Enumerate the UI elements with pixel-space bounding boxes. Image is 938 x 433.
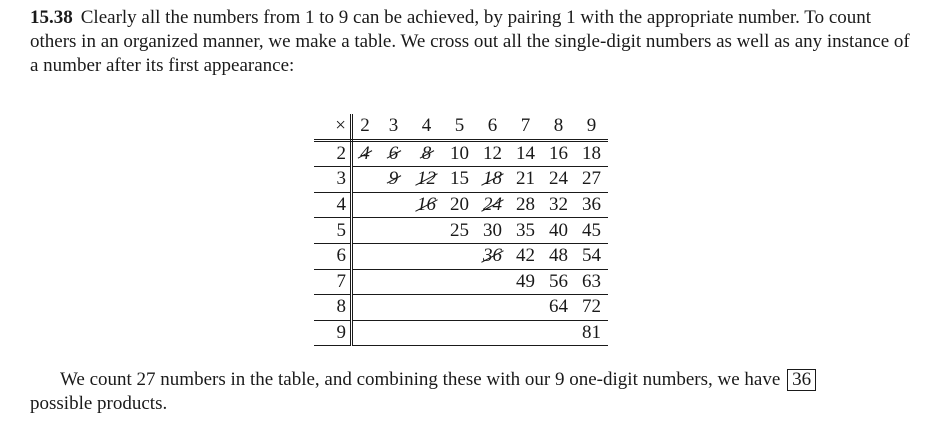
column-header: 8 [542,114,575,140]
product-cell [476,140,509,167]
product-cell [443,243,476,269]
product-cell [410,218,443,244]
cell-value: 16 [549,142,568,164]
crossed-out-value: 16 [417,194,436,216]
row-header: 4 [314,192,352,218]
table-row [314,218,608,244]
cell-value: 48 [549,245,568,267]
cell-value: 64 [549,296,568,318]
row-header: 7 [314,269,352,295]
cell-value: 49 [516,270,535,292]
product-cell [575,269,608,295]
product-cell [575,218,608,244]
crossed-out-value: 24 [483,194,502,216]
cell-value: 36 [582,194,601,216]
product-cell [509,269,542,295]
row-header: 5 [314,218,352,244]
product-cell [352,320,378,346]
column-header: 9 [575,114,608,140]
table-row [314,269,608,295]
column-header: 6 [476,114,509,140]
table-row [314,295,608,321]
product-cell [509,218,542,244]
product-cell [443,295,476,321]
table-row [314,320,608,346]
crossed-out-cell [410,167,443,193]
product-cell [443,320,476,346]
product-cell [352,269,378,295]
product-cell [377,218,410,244]
cell-value: 15 [450,168,469,190]
crossed-out-cell [476,243,509,269]
cell-value: 14 [516,142,535,164]
cell-value: 72 [582,296,601,318]
row-header: 2 [314,140,352,167]
product-cell [410,269,443,295]
cell-value: 25 [450,219,469,241]
cell-value: 56 [549,270,568,292]
conclusion-text: We count 27 numbers in the table, and combining these with our 9 one-digit numbers, we have [60,369,781,390]
table-row [314,243,608,269]
product-cell [542,295,575,321]
column-header: 2 [352,114,378,140]
product-cell [377,295,410,321]
product-cell [377,269,410,295]
table-row [314,192,608,218]
cell-value: 30 [483,219,502,241]
product-cell [542,140,575,167]
cell-value: 28 [516,194,535,216]
crossed-out-cell [377,167,410,193]
product-cell [509,167,542,193]
product-cell [352,167,378,193]
cell-value: 35 [516,219,535,241]
crossed-out-value: 36 [483,245,502,267]
cell-value: 81 [582,322,601,344]
table-header-row [314,114,608,140]
column-header: 5 [443,114,476,140]
product-cell [542,167,575,193]
table-body [314,140,608,346]
product-cell [377,192,410,218]
column-header: 3 [377,114,410,140]
product-cell [509,192,542,218]
crossed-out-cell [410,192,443,218]
problem-paragraph [30,6,920,78]
product-cell [542,192,575,218]
row-header: 8 [314,295,352,321]
crossed-out-cell [410,140,443,167]
crossed-out-cell [352,140,378,167]
cell-value: 18 [582,142,601,164]
corner-symbol: × [314,114,352,140]
product-cell [476,218,509,244]
table-row [314,140,608,167]
crossed-out-value: 4 [360,142,370,164]
cell-value: 40 [549,219,568,241]
product-cell [575,192,608,218]
product-cell [476,320,509,346]
product-cell [443,269,476,295]
product-cell [509,243,542,269]
column-header: 7 [509,114,542,140]
product-cell [575,295,608,321]
problem-text: Clearly all the numbers from 1 to 9 can be achieved, by pairing 1 with the appropriate number. To count others in an organized manner, we make a table. We cross out all the single-digit numbers as well as any instance of a number after its first appearance: [30,7,910,76]
product-cell [352,192,378,218]
cell-value: 20 [450,194,469,216]
crossed-out-value: 12 [417,168,436,190]
problem-number: 15.38 [30,7,73,28]
product-cell [377,320,410,346]
crossed-out-value: 8 [421,142,432,164]
multiplication-table [314,114,608,346]
product-cell [575,167,608,193]
cell-value: 27 [582,168,601,190]
table-row [314,167,608,193]
product-cell [542,218,575,244]
product-cell [509,320,542,346]
product-cell [410,243,443,269]
product-cell [443,140,476,167]
product-cell [410,320,443,346]
cell-value: 10 [450,142,469,164]
product-cell [377,243,410,269]
product-cell [575,320,608,346]
cell-value: 21 [516,168,535,190]
row-header: 6 [314,243,352,269]
row-header: 3 [314,167,352,193]
product-cell [352,218,378,244]
conclusion-paragraph [30,368,920,416]
cell-value: 12 [483,142,502,164]
crossed-out-cell [377,140,410,167]
cell-value: 24 [549,168,568,190]
product-cell [542,320,575,346]
crossed-out-value: 9 [388,168,399,190]
product-cell [410,295,443,321]
cell-value: 42 [516,245,535,267]
product-cell [476,295,509,321]
product-cell [443,192,476,218]
product-cell [476,269,509,295]
answer-box: 36 [787,369,816,391]
cell-value: 54 [582,245,601,267]
product-cell [352,243,378,269]
product-cell [509,140,542,167]
crossed-out-cell [476,192,509,218]
cell-value: 63 [582,270,601,292]
row-header: 9 [314,320,352,346]
crossed-out-cell [476,167,509,193]
column-header: 4 [410,114,443,140]
cell-value: 45 [582,219,601,241]
product-cell [509,295,542,321]
product-cell [575,140,608,167]
product-cell [575,243,608,269]
conclusion-text-after: possible products. [30,393,168,414]
product-cell [443,218,476,244]
product-cell [542,269,575,295]
product-cell [352,295,378,321]
product-cell [542,243,575,269]
cell-value: 32 [549,194,568,216]
product-cell [443,167,476,193]
crossed-out-value: 18 [483,168,502,190]
crossed-out-value: 6 [388,142,399,164]
